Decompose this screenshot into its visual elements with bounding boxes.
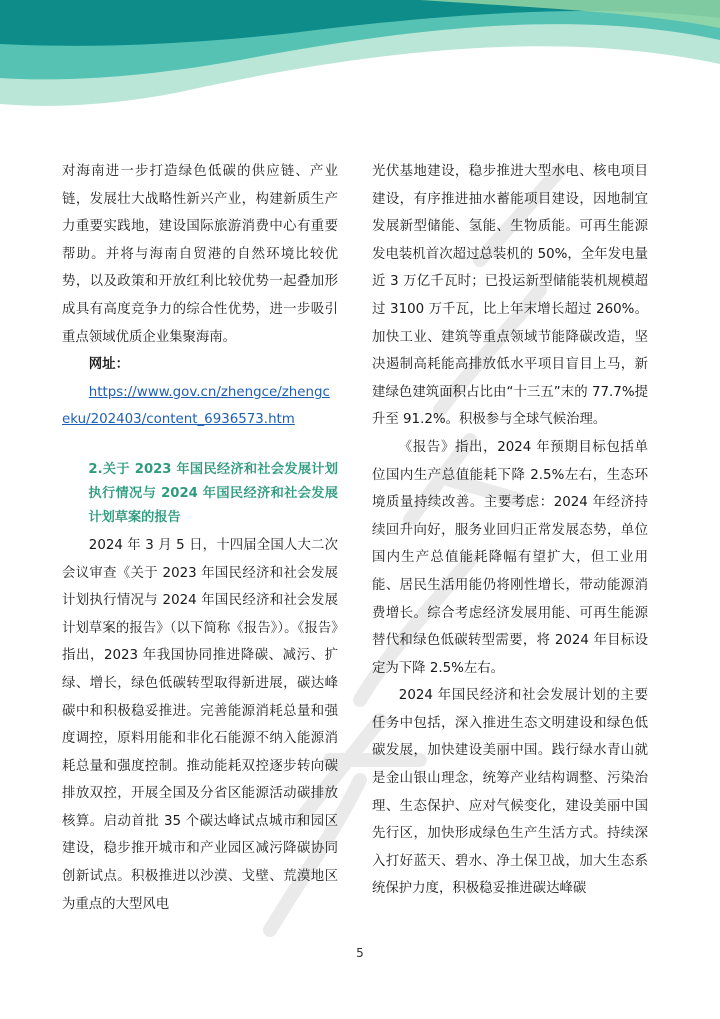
url-label: 网址： xyxy=(88,357,129,373)
section-title: 2.关于 2023 年国民经济和社会发展计划执行情况与 2024 年国民经济和社会发展计划草案的报告 xyxy=(88,461,338,525)
left-paragraph-1: 对海南进一步打造绿色低碳的供应链、产业链，发展壮大战略性新兴产业，构建新质生产力重要实践地，建设国际旅游消费中心有重要帮助。并将与海南自贸港的自然环境比较优势，以及政策和开放红利比较优势一起叠加形成具有高度竞争力的综合性优势，进一步吸引重点领域优质企业集聚海南。 xyxy=(62,164,338,345)
right-paragraph-2: 《报告》指出，2024 年预期目标包括单位国内生产总值能耗下降 2.5%左右，生态环境质量持续改善。主要考虑：2024 年经济持续回升向好，服务业回归正常发展态势，单位国内生产总值能耗降幅有望扩大，但工业用能、居民生活用能仍将刚性增长，带动能源消费增长。综合考虑经济发展用能、可再生能源替代和绿色低碳转型需要，将 2024 年目标设定为下降 2.5%左右。 xyxy=(372,439,648,676)
right-paragraph-1: 光伏基地建设，稳步推进大型水电、核电项目建设，有序推进抽水蓄能项目建设，因地制宜发展新型储能、氢能、生物质能。可再生能源发电装机首次超过总装机的 50%，全年发电量近 3 万亿千瓦时；已投运新型储能装机规模超过 3100 万千瓦，比上年末增长超过 260%。加快工业、建筑等重点领域节能降碳改造，坚决遏制高耗能高排放低水平项目盲目上马，新建绿色建筑面积占比由“十三五”末的 77.7%提升至 91.2%。积极参与全球气候治理。 xyxy=(372,164,648,428)
page-number: 5 xyxy=(356,946,364,960)
right-column xyxy=(372,158,648,903)
source-link[interactable]: https://www.gov.cn/zhengce/zhengceku/202403/content_6936573.htm xyxy=(62,384,330,428)
left-paragraph-2: 2024 年 3 月 5 日，十四届全国人大二次会议审查《关于 2023 年国民经济和社会发展计划执行情况与 2024 年国民经济和社会发展计划草案的报告》（以下简称《报告》）。《报告》指出，2023 年我国协同推进降碳、减污、扩绿、增长，绿色低碳转型取得新进展，碳达峰碳中和积极稳妥推进。完善能源消耗总量和强度调控，原料用能和非化石能源不纳入能源消耗总量和强度控制。推动能耗双控逐步转向碳排放双控，开展全国及分省区能源活动碳排放核算。启动首批 35 个碳达峰试点城市和园区建设，稳步推开城市和产业园区减污降碳协同创新试点。积极推进以沙漠、戈壁、荒漠地区为重点的大型风电 xyxy=(62,537,338,912)
right-paragraph-3: 2024 年国民经济和社会发展计划的主要任务中包括，深入推进生态文明建设和绿色低碳发展，加快建设美丽中国。践行绿水青山就是金山银山理念，统筹产业结构调整、污染治理、生态保护、应对气候变化，建设美丽中国先行区，加快形成绿色生产生活方式。持续深入打好蓝天、碧水、净土保卫战，加大生态系统保护力度，积极稳妥推进碳达峰碳 xyxy=(372,688,648,897)
header-wave-decoration xyxy=(0,0,720,110)
left-column xyxy=(62,158,338,918)
